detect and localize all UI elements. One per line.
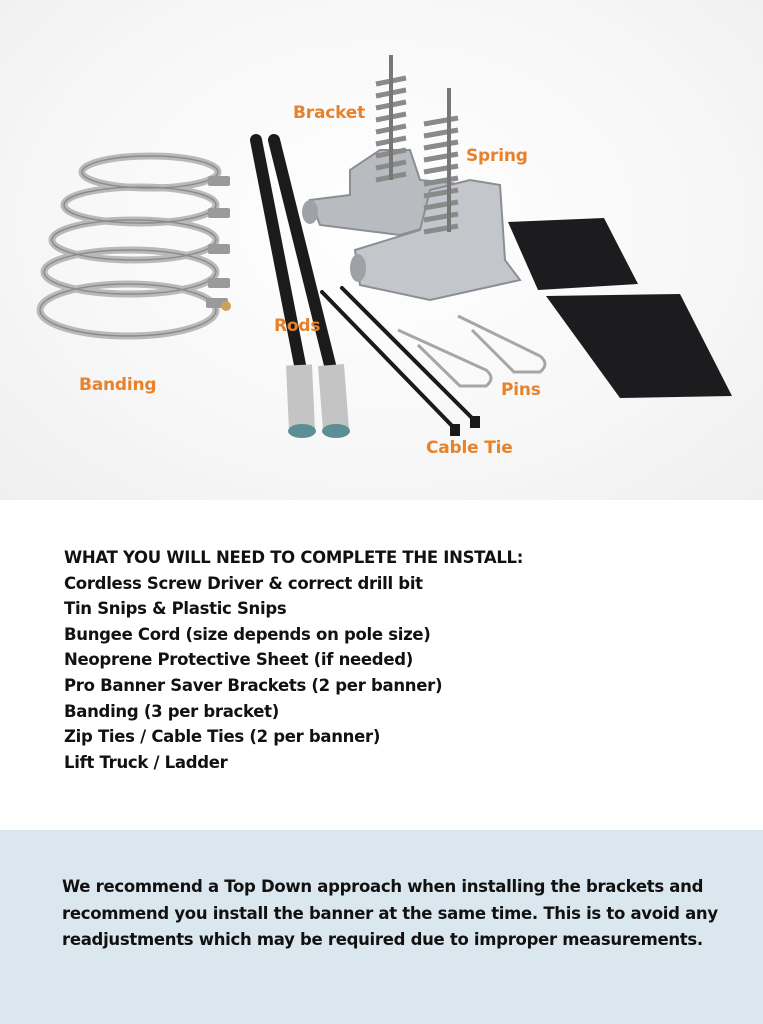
requirements-list bbox=[64, 545, 704, 775]
banding-rings bbox=[40, 156, 218, 336]
label-rods: Rods bbox=[274, 316, 321, 336]
requirement-item: Neoprene Protective Sheet (if needed) bbox=[64, 650, 413, 670]
brackets bbox=[302, 150, 520, 300]
requirements-title: WHAT YOU WILL NEED TO COMPLETE THE INSTALL: bbox=[64, 548, 524, 567]
pins bbox=[398, 316, 545, 386]
recommendation-text: We recommend a Top Down approach when installing the brackets and recommend you install the banner at the same time. This is to avoid any readjustments which may be required due to improper measurements. bbox=[62, 877, 718, 949]
requirement-item: Pro Banner Saver Brackets (2 per banner) bbox=[64, 675, 443, 695]
label-bracket: Bracket bbox=[293, 103, 365, 123]
recommendation-panel bbox=[0, 830, 763, 1024]
label-cable-tie: Cable Tie bbox=[426, 438, 513, 458]
kit-illustration bbox=[0, 0, 763, 500]
requirement-item: Bungee Cord (size depends on pole size) bbox=[64, 624, 431, 644]
requirement-item: Lift Truck / Ladder bbox=[64, 752, 228, 772]
requirement-item: Zip Ties / Cable Ties (2 per banner) bbox=[64, 727, 381, 747]
rods bbox=[256, 140, 350, 438]
requirement-item: Cordless Screw Driver & correct drill bit bbox=[64, 573, 423, 593]
requirements-items bbox=[64, 571, 704, 776]
label-spring: Spring bbox=[466, 146, 528, 166]
label-banding: Banding bbox=[79, 375, 157, 395]
product-kit-photo bbox=[0, 0, 763, 500]
requirement-item: Banding (3 per bracket) bbox=[64, 701, 279, 721]
requirement-item: Tin Snips & Plastic Snips bbox=[64, 599, 287, 619]
label-pins: Pins bbox=[501, 380, 541, 400]
